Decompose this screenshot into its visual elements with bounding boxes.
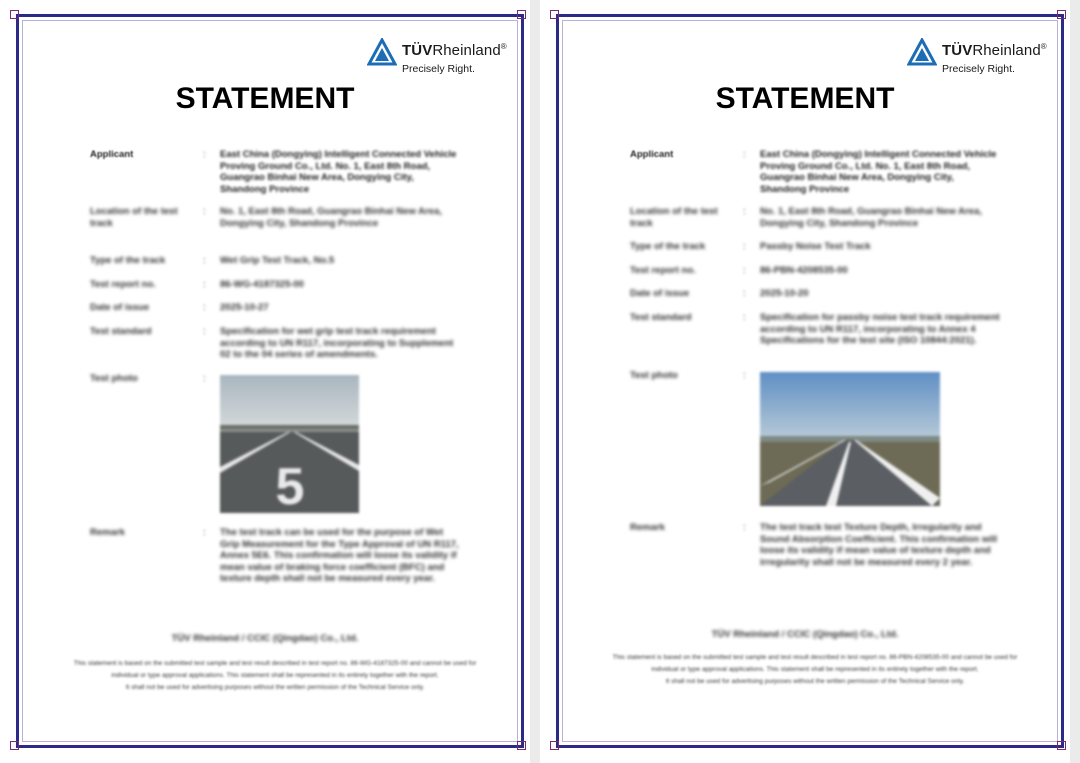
footer-line: This statement is based on the submitted test sample and test result described in test report no. 86-WG-4187325-00 and cannot be used for: [73, 660, 477, 667]
field-colon: :: [203, 527, 206, 538]
corner-mark: [550, 741, 559, 750]
field-colon: :: [743, 288, 746, 299]
wet-grip-track-photo: [220, 375, 359, 513]
footer-line: individual or type approval applications. This statement shall be represented in its entirety together with the report.: [111, 672, 439, 679]
field-colon: :: [743, 241, 746, 252]
field-label-test-photo: Test photo: [630, 370, 678, 381]
corner-mark: [517, 741, 526, 750]
footer-line: individual or type approval applications. This statement shall be represented in its entirety together with the report.: [651, 666, 979, 673]
field-label-applicant: Applicant: [630, 149, 674, 160]
brand-tagline: Precisely Right.: [402, 63, 475, 75]
footer-company: TÜV Rheinland / CCIC (Qingdao) Co., Ltd.: [711, 629, 899, 640]
statement-page-passby-noise: [540, 0, 1070, 763]
field-colon: :: [743, 206, 746, 217]
brand-name: TÜVRheinland®: [942, 42, 1047, 59]
corner-mark: [1057, 10, 1066, 19]
statement-page-wet-grip: [0, 0, 530, 763]
page-title: STATEMENT: [175, 82, 355, 115]
brand-tagline: Precisely Right.: [942, 63, 1015, 75]
field-colon: :: [203, 302, 206, 313]
field-label-track-type: Type of the track: [630, 241, 706, 252]
corner-mark: [550, 10, 559, 19]
field-label-issue-date: Date of issue: [90, 302, 150, 313]
field-label-location: Location of the test track: [90, 206, 178, 229]
field-label-remark: Remark: [90, 527, 125, 538]
corner-mark: [517, 10, 526, 19]
corner-mark: [1057, 741, 1066, 750]
field-label-applicant: Applicant: [90, 149, 134, 160]
track-marking: 5: [275, 458, 305, 513]
passby-noise-track-photo: [760, 372, 940, 506]
tuv-rheinland-logo: [907, 38, 1067, 80]
field-value-location: No. 1, East 8th Road, Guangrao Binhai New Area, Dongying City, Shandong Province: [760, 206, 982, 229]
field-colon: :: [203, 326, 206, 337]
field-value-report-no: 86-WG-4187325-00: [220, 279, 304, 290]
brand-name: TÜVRheinland®: [402, 42, 507, 59]
field-label-location: Location of the test track: [630, 206, 718, 229]
field-value-issue-date: 2025-10-20: [760, 288, 809, 299]
footer-line: This statement is based on the submitted test sample and test result described in test report no. 86-PBN-4208535-00 and cannot be used for: [612, 654, 1018, 661]
field-value-test-standard: Specification for passby noise test track requirement according to UN R117, incorporating to Annex 4 Specifications for the test site (ISO 10844:2021).: [760, 312, 1000, 346]
corner-mark: [10, 741, 19, 750]
field-value-applicant: East China (Dongying) Intelligent Connected Vehicle Proving Ground Co., Ltd. No. 1, East 8th Road, Guangrao Binhai New Area, Dongying City, Shandong Province: [760, 149, 997, 195]
field-value-track-type: Passby Noise Test Track: [760, 241, 871, 252]
field-colon: :: [203, 255, 206, 266]
field-label-test-photo: Test photo: [90, 373, 138, 384]
page-title: STATEMENT: [715, 82, 895, 115]
field-label-report-no: Test report no.: [90, 279, 156, 290]
field-label-report-no: Test report no.: [630, 265, 696, 276]
field-value-remark: The test track test Texture Depth, Irregularity and Sound Absorption Coefficient. This confirmation will loose its validity if mean value of texture depth and irregularity shall not be measured every 2 year.: [760, 522, 998, 568]
field-label-test-standard: Test standard: [630, 312, 692, 323]
field-value-track-type: Wet Grip Test Track, No.5: [220, 255, 335, 266]
field-colon: :: [743, 312, 746, 323]
field-value-issue-date: 2025-10-27: [220, 302, 269, 313]
corner-mark: [10, 10, 19, 19]
field-value-test-standard: Specification for wet grip test track requirement according to UN R117, incorporating to Supplement 02 to the 04 series of amendments.: [220, 326, 454, 360]
footer-line: It shall not be used for advertising purposes without the written permission of the Technical Service only.: [665, 678, 965, 685]
field-colon: :: [743, 265, 746, 276]
field-value-report-no: 86-PBN-4208535-00: [760, 265, 848, 276]
field-colon: :: [743, 149, 746, 160]
field-value-remark: The test track can be used for the purpose of Wet Grip Measurement for the Type Approval of UN R117, Annex 5E6. This confirmation will loose its validity if mean value of braking force coefficient (BFC) and texture depth shall not be measured every year.: [220, 527, 459, 584]
field-colon: :: [203, 279, 206, 290]
field-colon: :: [203, 149, 206, 160]
field-value-location: No. 1, East 8th Road, Guangrao Binhai New Area, Dongying City, Shandong Province: [220, 206, 442, 229]
tuv-rheinland-logo: [367, 38, 527, 80]
field-value-applicant: East China (Dongying) Intelligent Connected Vehicle Proving Ground Co., Ltd. No. 1, East 8th Road, Guangrao Binhai New Area, Dongying City, Shandong Province: [220, 149, 457, 195]
field-colon: :: [203, 206, 206, 217]
field-label-remark: Remark: [630, 522, 665, 533]
field-label-track-type: Type of the track: [90, 255, 166, 266]
tuv-triangle-icon: [907, 38, 937, 66]
footer-company: TÜV Rheinland / CCIC (Qingdao) Co., Ltd.: [171, 633, 359, 644]
field-label-issue-date: Date of issue: [630, 288, 690, 299]
tuv-triangle-icon: [367, 38, 397, 66]
field-colon: :: [743, 522, 746, 533]
field-label-test-standard: Test standard: [90, 326, 152, 337]
field-colon: :: [743, 370, 746, 381]
field-colon: :: [203, 373, 206, 384]
footer-line: It shall not be used for advertising purposes without the written permission of the Technical Service only.: [125, 684, 425, 691]
